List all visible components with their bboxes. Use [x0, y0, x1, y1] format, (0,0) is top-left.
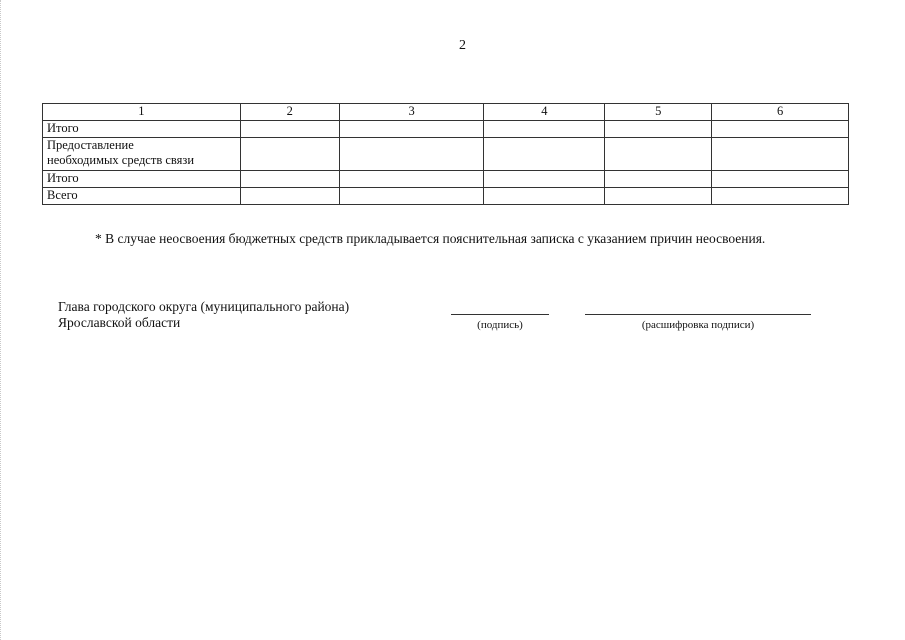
signature-transcript-caption: (расшифровка подписи): [641, 319, 755, 331]
table-cell: [484, 171, 605, 188]
table-cell: [605, 171, 712, 188]
table-cell: [339, 121, 484, 138]
table-cell: [712, 138, 849, 171]
signatory-title-line: Глава городского округа (муниципального района): [58, 299, 350, 314]
table-cell: [240, 138, 339, 171]
signature-transcript-line: [585, 314, 811, 315]
signatory-title-line: Ярославской области: [58, 315, 181, 330]
table-row: [43, 171, 849, 188]
table-cell: [339, 171, 484, 188]
table-cell: [484, 121, 605, 138]
page-number: 2: [459, 38, 466, 53]
row-label: Итого: [43, 121, 241, 138]
signature-line: [451, 314, 549, 315]
footnote: * В случае неосвоения бюджетных средств прикладывается пояснительная записка с указанием причин неосвоения.: [95, 231, 766, 246]
table-cell: [605, 121, 712, 138]
row-label-line: необходимых средств связи: [47, 153, 195, 167]
table-cell: [240, 188, 339, 205]
column-number-3: 3: [339, 104, 484, 121]
row-label-line: Предоставление: [47, 138, 134, 152]
table-cell: [712, 188, 849, 205]
column-number-4: 4: [484, 104, 605, 121]
signatory-title: [58, 299, 349, 331]
table-row: [43, 138, 849, 171]
table-cell: [605, 188, 712, 205]
row-label: [43, 138, 241, 171]
table-header-row: [43, 104, 849, 121]
table-cell: [240, 121, 339, 138]
table-cell: [240, 171, 339, 188]
column-number-6: 6: [712, 104, 849, 121]
column-number-1: 1: [43, 104, 241, 121]
table-cell: [712, 171, 849, 188]
column-number-5: 5: [605, 104, 712, 121]
table-cell: [605, 138, 712, 171]
table-row: [43, 188, 849, 205]
row-label: Всего: [43, 188, 241, 205]
table-row: [43, 121, 849, 138]
column-number-2: 2: [240, 104, 339, 121]
table-cell: [484, 138, 605, 171]
table-cell: [712, 121, 849, 138]
page-edge: [0, 0, 2, 640]
table-cell: [339, 188, 484, 205]
report-table: [42, 103, 849, 205]
table-cell: [484, 188, 605, 205]
row-label: Итого: [43, 171, 241, 188]
table-cell: [339, 138, 484, 171]
signature-caption: (подпись): [477, 319, 523, 331]
